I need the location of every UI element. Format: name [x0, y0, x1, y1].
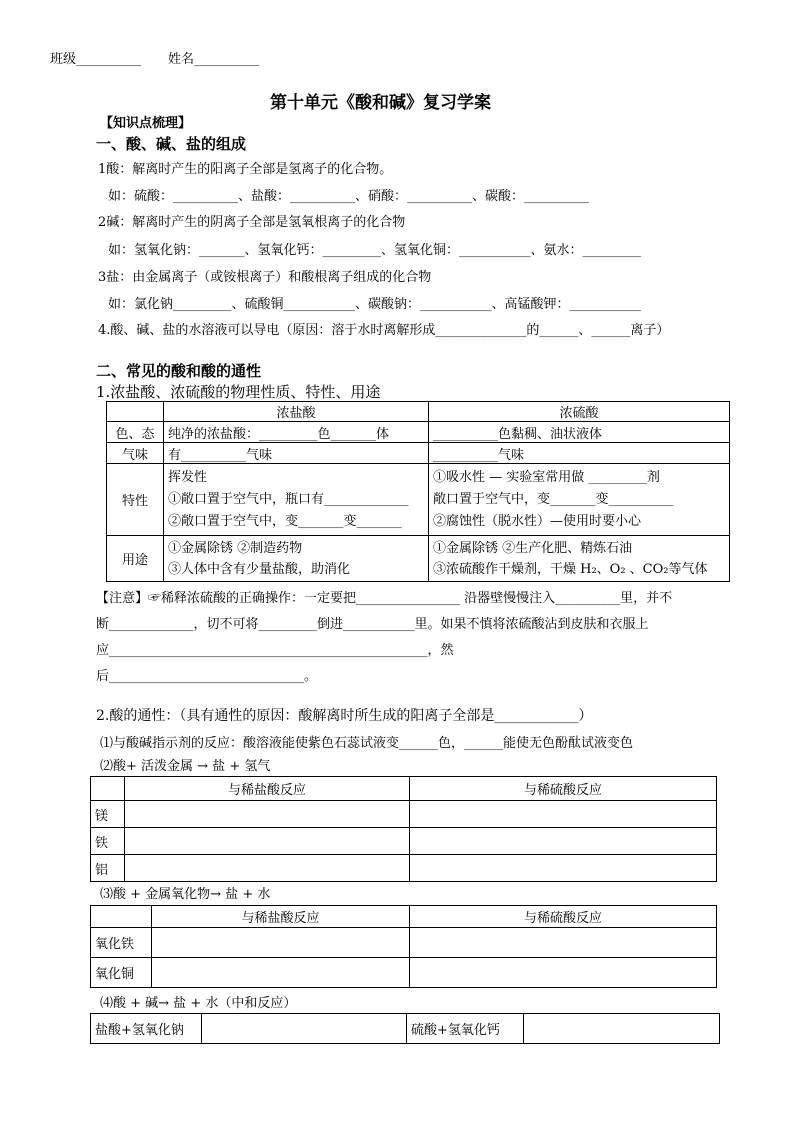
header-dilute-h2so4: 与稀硫酸反应	[410, 906, 717, 928]
h2so4-usage-line: ③浓硫酸作干燥剂，干燥 H₂、O₂ 、CO₂等气体	[433, 561, 708, 577]
concentrated-acids-subheading: 1.浓盐酸、浓硫酸的物理性质、特性、用途	[96, 383, 381, 401]
h2so4-caoh2-label: 硫酸+氢氧化钙	[407, 1014, 524, 1044]
oxide-iron-oxide: 氧化铁	[91, 928, 152, 958]
answer-cell[interactable]	[410, 958, 717, 988]
acid-general-properties-heading: 2.酸的通性：（具有通性的原因：酸解离时所生成的阳离子全部是____________）	[96, 708, 593, 724]
header-dilute-h2so4: 与稀硫酸反应	[410, 777, 717, 801]
h2so4-usage-line: ①金属除锈 ②生产化肥、精炼石油	[433, 540, 633, 556]
neutralization-table	[90, 1013, 720, 1044]
hcl-property-line: ①敞口置于空气中，瓶口有_____________	[168, 491, 409, 507]
answer-cell[interactable]	[410, 928, 717, 958]
conductivity-line: 4.酸、碱、盐的水溶液可以导电（原因：溶于水时离解形成______________的______、______离子）	[98, 323, 670, 338]
answer-cell[interactable]	[125, 801, 410, 828]
dilution-note-line: 【注意】☞稀释浓硫酸的正确操作：一定要把________________ 沿器壁慢慢注入__________里，并不	[96, 591, 673, 606]
salt-definition: 3盐：由金属离子（或铵根离子）和酸根离子组成的化合物	[98, 270, 432, 285]
header-conc-hcl: 浓盐酸	[164, 402, 429, 422]
h2so4-color-state: __________色黏稠、油状液体	[429, 422, 730, 443]
hcl-usage	[164, 536, 429, 582]
answer-cell[interactable]	[410, 855, 717, 882]
hcl-property	[164, 464, 429, 536]
metal-magnesium: 镁	[91, 801, 125, 828]
acid-examples: 如：硫酸：__________、盐酸：__________、硝酸：__________、碳酸：__________	[108, 189, 590, 204]
name-field-label: 姓名__________	[168, 52, 260, 67]
table1-corner	[107, 402, 164, 422]
acid-metal-oxide-reaction: ⑶酸 + 金属氧化物→ 盐 + 水	[100, 887, 271, 902]
page-title: 第十单元《酸和碱》复习学案	[270, 93, 491, 113]
hcl-smell: 有__________气味	[164, 443, 429, 464]
dilution-note-line: 应_________________________________________________，然	[96, 643, 454, 658]
answer-cell[interactable]	[410, 801, 717, 828]
table3-corner	[91, 906, 152, 928]
indicator-reaction: ⑴与酸碱指示剂的反应：酸溶液能使紫色石蕊试液变______色，______能使无色酚酞试液变色	[100, 736, 634, 751]
answer-cell[interactable]	[125, 855, 410, 882]
acid-metal-oxide-table	[90, 905, 717, 988]
h2so4-property-line: 敞口置于空气中，变_______变__________	[433, 491, 674, 507]
hcl-color-state: 纯净的浓盐酸：_________色_______体	[164, 422, 429, 443]
h2so4-property-line: ②腐蚀性（脱水性）—使用时要小心	[433, 513, 642, 529]
hcl-property-line: ②敞口置于空气中，变_______变_______	[168, 513, 403, 529]
dilution-note-line: 断_____________，切不可将_________倒进___________里。如果不慎将浓硫酸沾到皮肤和衣服上	[96, 617, 649, 632]
dilution-note-line: 后______________________________。	[96, 669, 318, 684]
answer-cell[interactable]	[202, 1014, 407, 1044]
h2so4-smell: __________气味	[429, 443, 730, 464]
acid-metal-table	[90, 776, 717, 882]
acid-definition: 1酸：解离时产生的阳离子全部是氢离子的化合物。	[98, 162, 393, 177]
oxide-copper-oxide: 氧化铜	[91, 958, 152, 988]
header-dilute-hcl: 与稀盐酸反应	[125, 777, 410, 801]
header-dilute-hcl: 与稀盐酸反应	[152, 906, 410, 928]
row-label-usage: 用途	[107, 536, 164, 582]
hcl-usage-line: ③人体中含有少量盐酸，助消化	[168, 561, 351, 577]
table2-corner	[91, 777, 125, 801]
answer-cell[interactable]	[410, 828, 717, 855]
metal-aluminum: 铝	[91, 855, 125, 882]
answer-cell[interactable]	[524, 1014, 720, 1044]
base-definition: 2碱：解离时产生的阴离子全部是氢氧根离子的化合物	[98, 215, 406, 230]
h2so4-property	[429, 464, 730, 536]
section2-heading: 二、常见的酸和酸的通性	[96, 362, 262, 380]
acid-metal-reaction: ⑵酸+ 活泼金属 → 盐 + 氢气	[100, 759, 271, 774]
row-label-property: 特性	[107, 464, 164, 536]
header-conc-h2so4: 浓硫酸	[429, 402, 730, 422]
class-field-label: 班级__________	[50, 52, 142, 67]
base-examples: 如：氢氧化钠：_______、氢氧化钙：_________、氢氧化铜：___________、氨水：_________	[108, 243, 642, 258]
hcl-usage-line: ①金属除锈 ②制造药物	[168, 540, 303, 556]
row-label-smell: 气味	[107, 443, 164, 464]
answer-cell[interactable]	[125, 828, 410, 855]
salt-examples: 如：氯化钠_________、硫酸铜___________、碳酸钠：___________、高锰酸钾：___________	[108, 297, 642, 312]
h2so4-property-line: ①吸水性 — 实验室常用做 _________剂	[433, 469, 660, 485]
h2so4-usage	[429, 536, 730, 582]
section-tag: 【知识点梳理】	[100, 116, 192, 131]
row-label-color-state: 色、态	[107, 422, 164, 443]
concentrated-acids-table	[106, 401, 730, 582]
hcl-property-line: 挥发性	[168, 469, 208, 485]
answer-cell[interactable]	[152, 958, 410, 988]
hcl-naoh-label: 盐酸+氢氧化钠	[91, 1014, 202, 1044]
acid-base-reaction: ⑷酸 + 碱→ 盐 + 水（中和反应）	[100, 996, 297, 1011]
metal-iron: 铁	[91, 828, 125, 855]
answer-cell[interactable]	[152, 928, 410, 958]
section1-heading: 一、酸、碱、盐的组成	[96, 135, 247, 153]
